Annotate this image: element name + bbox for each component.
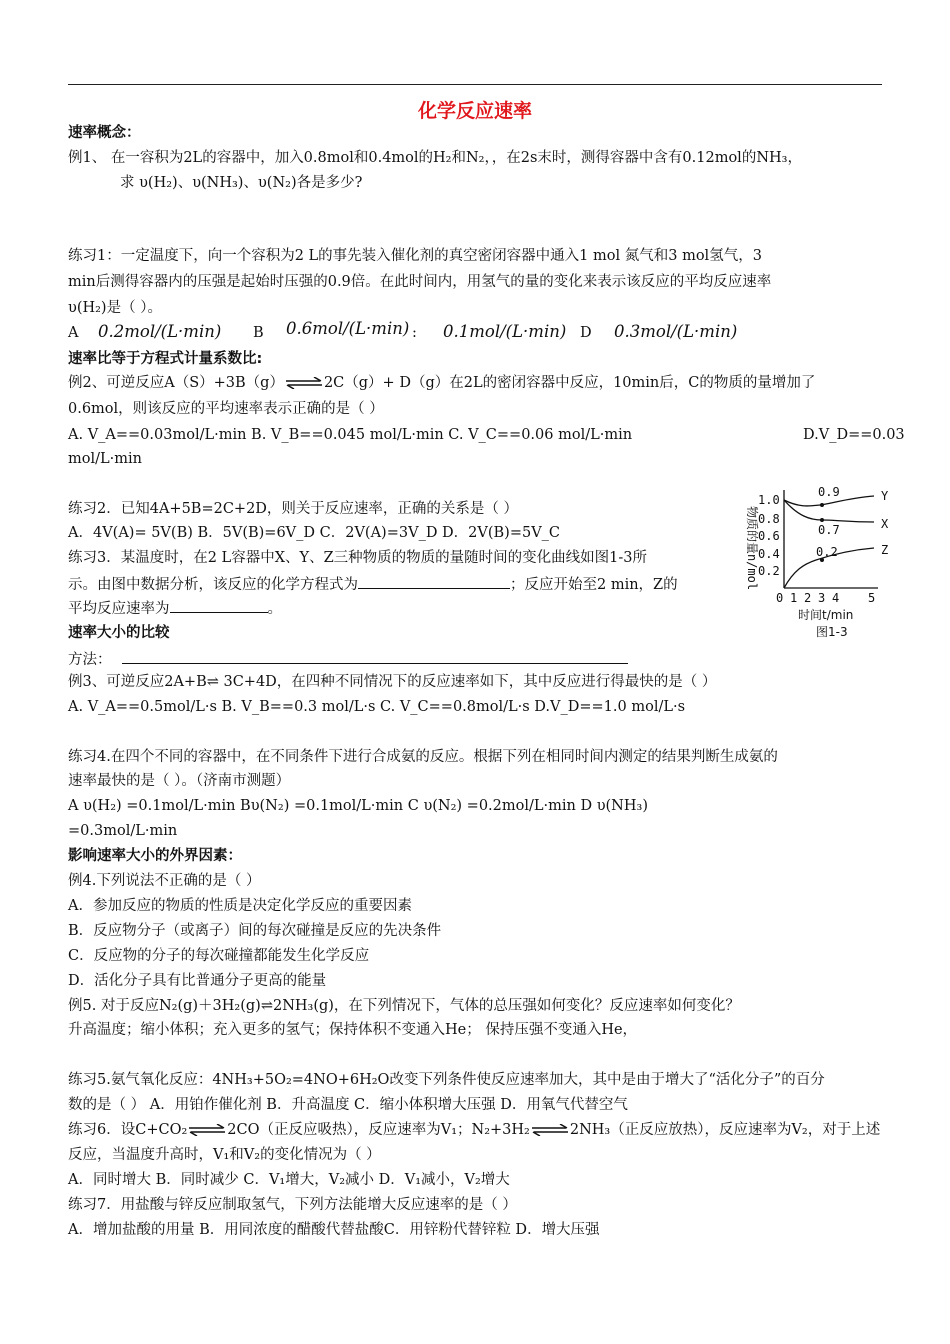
y-tick: 0.4 [758, 547, 780, 561]
example-4-option-a: A．参加反应的物质的性质是决定化学反应的重要因素 [68, 898, 412, 914]
answer-blank-rate[interactable] [170, 598, 268, 613]
y-tick: 0.8 [758, 512, 780, 526]
example-2-option-d: D.V_D==0.03 [803, 427, 905, 443]
practice-3-text-a: 示。由图中数据分析，该反应的化学方程式为 [68, 577, 358, 593]
section-heading-rate-concept: 速率概念： [68, 125, 141, 141]
series-label-y: Y [881, 489, 889, 503]
practice-3-text-b: ；反应开始至2 min，Z的 [510, 577, 678, 593]
figure-caption: 图1-3 [816, 625, 848, 639]
practice-6-line-2: 反应，当温度升高时，V₁和V₂的变化情况为（ ） [68, 1147, 381, 1163]
practice-1-line-3: υ(H₂)是（ ）。 [68, 300, 162, 316]
option-b-value: 0.6mol/(L·min) [286, 319, 410, 338]
practice-6-text-c: 2NH₃（正反应放热），反应速率为V₂，对于上述 [569, 1122, 881, 1138]
y-tick: 0.2 [758, 564, 780, 578]
option-d-value: 0.3mol/(L·min) [614, 322, 738, 341]
example-1-line-1: 例1、 在一容积为2L的容器中，加入0.8mol和0.4mol的H₂和N₂，，在2s末时，测得容器中含有0.12mol的NH₃， [68, 150, 802, 166]
x-tick: 5 [868, 591, 876, 605]
practice-6-options: A．同时增大 B．同时减少 C．V₁增大，V₂减小 D．V₁减小，V₂增大 [68, 1172, 510, 1188]
example-2-text-a: 例2、可逆反应A（S）+3B（g） [68, 375, 284, 391]
reversible-arrow-icon [187, 1124, 227, 1136]
option-a-value: 0.2mol/(L·min) [98, 322, 222, 341]
reversible-arrow-icon [284, 377, 324, 389]
x-tick: 1 [790, 591, 798, 605]
x-tick: 3 [818, 591, 826, 605]
annotation-z: 0.2 [816, 545, 838, 559]
answer-blank-method[interactable] [122, 649, 628, 664]
example-2-text-b: 2C（g）+ D（g）在2L的密闭容器中反应，10min后，C的物质的量增加了 [323, 375, 816, 391]
practice-6-text-a: 练习6．设C+CO₂ [68, 1122, 188, 1138]
example-5-line-2: 升高温度；缩小体积；充入更多的氢气；保持体积不变通入He； 保持压强不变通入He， [68, 1022, 638, 1038]
y-tick: 0.6 [758, 529, 780, 543]
example-5-line-1: 例5. 对于反应N₂(g)＋3H₂(g)⇌2NH₃(g)，在下列情况下，气体的总压强如何变化？反应速率如何变化？ [68, 998, 740, 1014]
practice-7-line-1: 练习7．用盐酸与锌反应制取氢气，下列方法能增大反应速率的是（ ） [68, 1197, 517, 1213]
practice-7-options: A．增加盐酸的用量 B．用同浓度的醋酸代替盐酸C．用锌粉代替锌粒 D．增大压强 [68, 1222, 600, 1238]
example-1-line-2: 求 υ(H₂)、υ(NH₃)、υ(N₂)各是多少? [120, 175, 363, 191]
series-label-x: X [881, 517, 889, 531]
option-a-letter: A [68, 325, 79, 341]
example-2-options: A. V_A==0.03mol/L·min B. V_B==0.045 mol/L·min C. V_C==0.06 mol/L·min [68, 427, 633, 443]
practice-4-options: A υ(H₂) =0.1mol/L·min Bυ(N₂) =0.1mol/L·min C υ(N₂) =0.2mol/L·min D υ(NH₃) [68, 798, 648, 814]
practice-4-line-2: 速率最快的是（ ）。（济南市测题） [68, 773, 291, 789]
example-4-option-b: B．反应物分子（或离子）间的每次碰撞是反应的先决条件 [68, 923, 442, 939]
top-rule [68, 84, 882, 85]
method-line [68, 649, 628, 669]
figure-1-3 [738, 478, 898, 640]
page-title: 化学反应速率 [417, 100, 532, 122]
practice-3-line-2 [68, 574, 678, 594]
x-tick: 4 [832, 591, 840, 605]
example-2-line-1 [68, 374, 815, 392]
annotation-y: 0.9 [818, 485, 840, 499]
practice-4-line-1: 练习4.在四个不同的容器中，在不同条件下进行合成氨的反应。根据下列在相同时间内测定的结果判断生成氨的 [68, 749, 778, 765]
practice-6-text-b: 2CO（正反应吸热），反应速率为V₁；N₂+3H₂ [227, 1122, 530, 1138]
option-c-value: 0.1mol/(L·min) [443, 322, 567, 341]
reversible-arrow-icon [530, 1124, 570, 1136]
option-b-letter: B [253, 325, 264, 341]
practice-1-line-1: 练习1：一定温度下，向一个容积为2 L的事先装入催化剂的真空密闭容器中通入1 mol 氮气和3 mol氢气，3 [68, 248, 762, 264]
example-2-line-4: mol/L·min [68, 451, 142, 467]
practice-6-line-1 [68, 1121, 880, 1139]
method-label: 方法： [68, 652, 112, 668]
x-tick: 0 [776, 591, 784, 605]
practice-3-text-c: 平均反应速率为 [68, 601, 170, 617]
practice-2-options: A．4V(A)= 5V(B) B．5V(B)=6V_D C．2V(A)=3V_D D．2V(B)=5V_C [68, 525, 561, 541]
section-heading-rate-ratio: 速率比等于方程式计量系数比: [68, 351, 263, 367]
figure-ylabel: 物质的量n/mol [745, 505, 759, 591]
example-4-option-c: C．反应物的分子的每次碰撞都能发生化学反应 [68, 948, 370, 964]
practice-1-line-2: min后测得容器内的压强是起始时压强的0.9倍。在此时间内，用氢气的量的变化来表示该反应的平均反应速率 [68, 274, 772, 290]
practice-4-line-4: =0.3mol/L·min [68, 823, 178, 839]
series-label-z: Z [881, 543, 889, 557]
x-tick: 2 [804, 591, 812, 605]
practice-1-options [68, 319, 738, 342]
practice-2-line-1: 练习2．已知4A+5B=2C+2D，则关于反应速率，正确的关系是（ ） [68, 501, 519, 517]
practice-3-line-3 [68, 598, 282, 618]
section-heading-compare: 速率大小的比较 [68, 625, 170, 641]
example-2-line-2: 0.6mol，则该反应的平均速率表示正确的是（ ） [68, 401, 384, 417]
section-heading-factors: 影响速率大小的外界因素： [68, 848, 242, 864]
example-4-line-1: 例4.下列说法不正确的是（ ） [68, 873, 261, 889]
practice-3-text-d: 。 [267, 601, 282, 617]
option-c-letter: : [412, 325, 417, 341]
practice-5-line-1: 练习5.氨气氧化反应：4NH₃+5O₂=4NO+6H₂O改变下列条件使反应速率加大，其中是由于增大了“活化分子”的百分 [68, 1072, 825, 1088]
practice-3-line-1: 练习3．某温度时，在2 L容器中X、Y、Z三种物质的物质的量随时间的变化曲线如图1-3所 [68, 550, 648, 566]
example-3-line-1: 例3、可逆反应2A+B⇌ 3C+4D，在四种不同情况下的反应速率如下，其中反应进行得最快的是（ ） [68, 674, 717, 690]
annotation-x: 0.7 [818, 523, 840, 537]
example-3-options: A. V_A==0.5mol/L·s B. V_B==0.3 mol/L·s C. V_C==0.8mol/L·s D.V_D==1.0 mol/L·s [68, 699, 686, 715]
practice-5-options: 数的是（ ） A．用铂作催化剂 B．升高温度 C．缩小体积增大压强 D．用氧气代替空气 [68, 1097, 628, 1113]
y-tick: 1.0 [758, 493, 780, 507]
figure-xlabel: 时间t/min [798, 608, 854, 622]
answer-blank-equation[interactable] [358, 574, 510, 589]
option-d-letter: D [580, 325, 592, 341]
example-4-option-d: D．活化分子具有比普通分子更高的能量 [68, 973, 327, 989]
